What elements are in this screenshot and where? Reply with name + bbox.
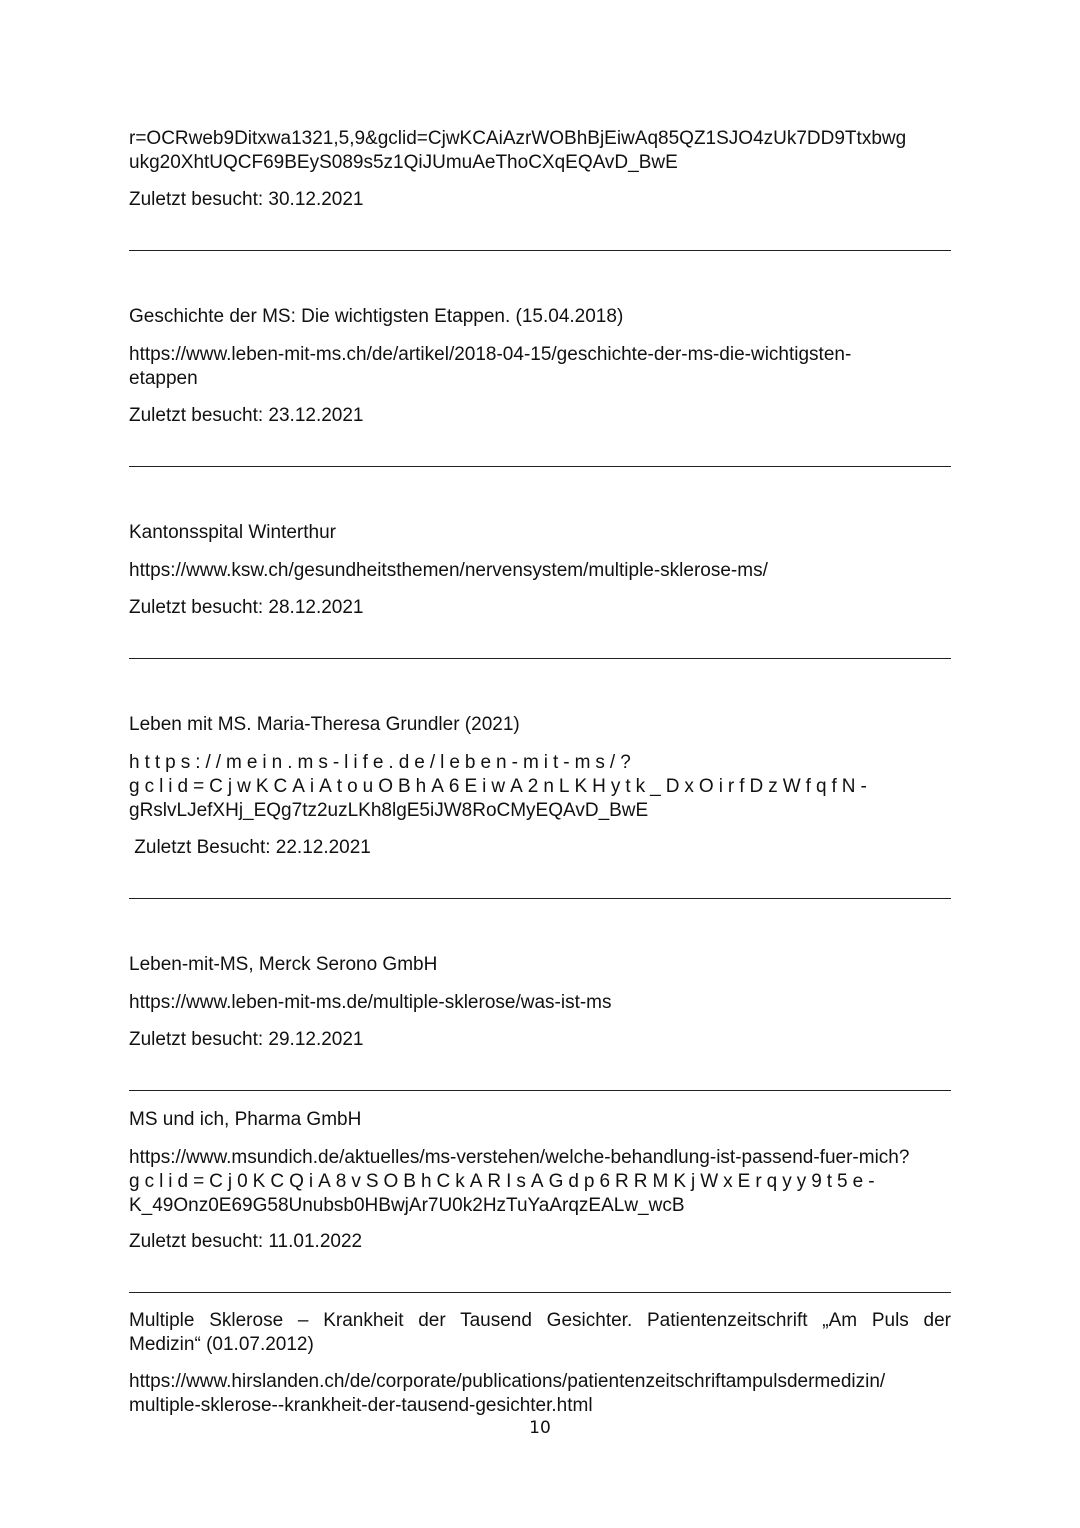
entry-url-line: r=OCRweb9Ditxwa1321,5,9&gclid=CjwKCAiAzrWOBhBjEiwAq85QZ1SJO4zUk7DD9Ttxbwg [129, 128, 907, 149]
entry-url-line: https://www.leben-mit-ms.ch/de/artikel/2018-04-15/geschichte-der-ms-die-wichtigsten- [129, 344, 852, 365]
separator-line [129, 1292, 951, 1293]
entry-visited-date: Zuletzt besucht: 29.12.2021 [129, 1029, 364, 1050]
entry-url-line: multiple-sklerose--krankheit-der-tausend-gesichter.html [129, 1395, 593, 1416]
entry-title: Multiple Sklerose – Krankheit der Tausend Gesichter. Patientenzeitschrift „Am Puls der [129, 1310, 951, 1331]
entry-url-line: https://www.msundich.de/aktuelles/ms-verstehen/welche-behandlung-ist-passend-fuer-mich? [129, 1147, 910, 1168]
entry-title: Kantonsspital Winterthur [129, 522, 336, 543]
entry-title: Leben-mit-MS, Merck Serono GmbH [129, 954, 438, 975]
entry-url-line: K_49Onz0E69G58Unubsb0HBwjAr7U0k2HzTuYaArqzEALw_wcB [129, 1195, 685, 1216]
entry-url-line: etappen [129, 368, 198, 389]
entry-url-line: ukg20XhtUQCF69BEyS089s5z1QiJUmuAeThoCXqEQAvD_BwE [129, 152, 678, 173]
entry-title: MS und ich, Pharma GmbH [129, 1109, 362, 1130]
entry-visited-date: Zuletzt besucht: 30.12.2021 [129, 189, 364, 210]
entry-url-line: https://www.leben-mit-ms.de/multiple-sklerose/was-ist-ms [129, 992, 612, 1013]
entry-url-line: gclid=CjwKCAiAtouOBhA6EiwA2nLKHytk_DxOirfDzWfqfN- [129, 776, 872, 797]
separator-line [129, 466, 951, 467]
separator-line [129, 658, 951, 659]
separator-line [129, 898, 951, 899]
entry-title: Geschichte der MS: Die wichtigsten Etappen. (15.04.2018) [129, 306, 624, 327]
entry-title: Medizin“ (01.07.2012) [129, 1334, 314, 1355]
entry-url-line: https://mein.ms-life.de/leben-mit-ms/? [129, 752, 636, 773]
entry-url-line: gRslvLJefXHj_EQg7tz2uzLKh8lgE5iJW8RoCMyEQAvD_BwE [129, 800, 649, 821]
page-number: 10 [529, 1418, 551, 1438]
entry-url-line: https://www.ksw.ch/gesundheitsthemen/nervensystem/multiple-sklerose-ms/ [129, 560, 768, 581]
entry-url-line: https://www.hirslanden.ch/de/corporate/publications/patientenzeitschriftampulsdermedizin/ [129, 1371, 886, 1392]
separator-line [129, 1090, 951, 1091]
entry-visited-date: Zuletzt Besucht: 22.12.2021 [129, 837, 371, 858]
entry-visited-date: Zuletzt besucht: 28.12.2021 [129, 597, 364, 618]
entry-visited-date: Zuletzt besucht: 23.12.2021 [129, 405, 364, 426]
entry-title: Leben mit MS. Maria-Theresa Grundler (2021) [129, 714, 520, 735]
entry-url-line: gclid=Cj0KCQiA8vSOBhCkARIsAGdp6RRMKjWxErqyy9t5e- [129, 1171, 880, 1192]
separator-line [129, 250, 951, 251]
entry-visited-date: Zuletzt besucht: 11.01.2022 [129, 1231, 363, 1252]
